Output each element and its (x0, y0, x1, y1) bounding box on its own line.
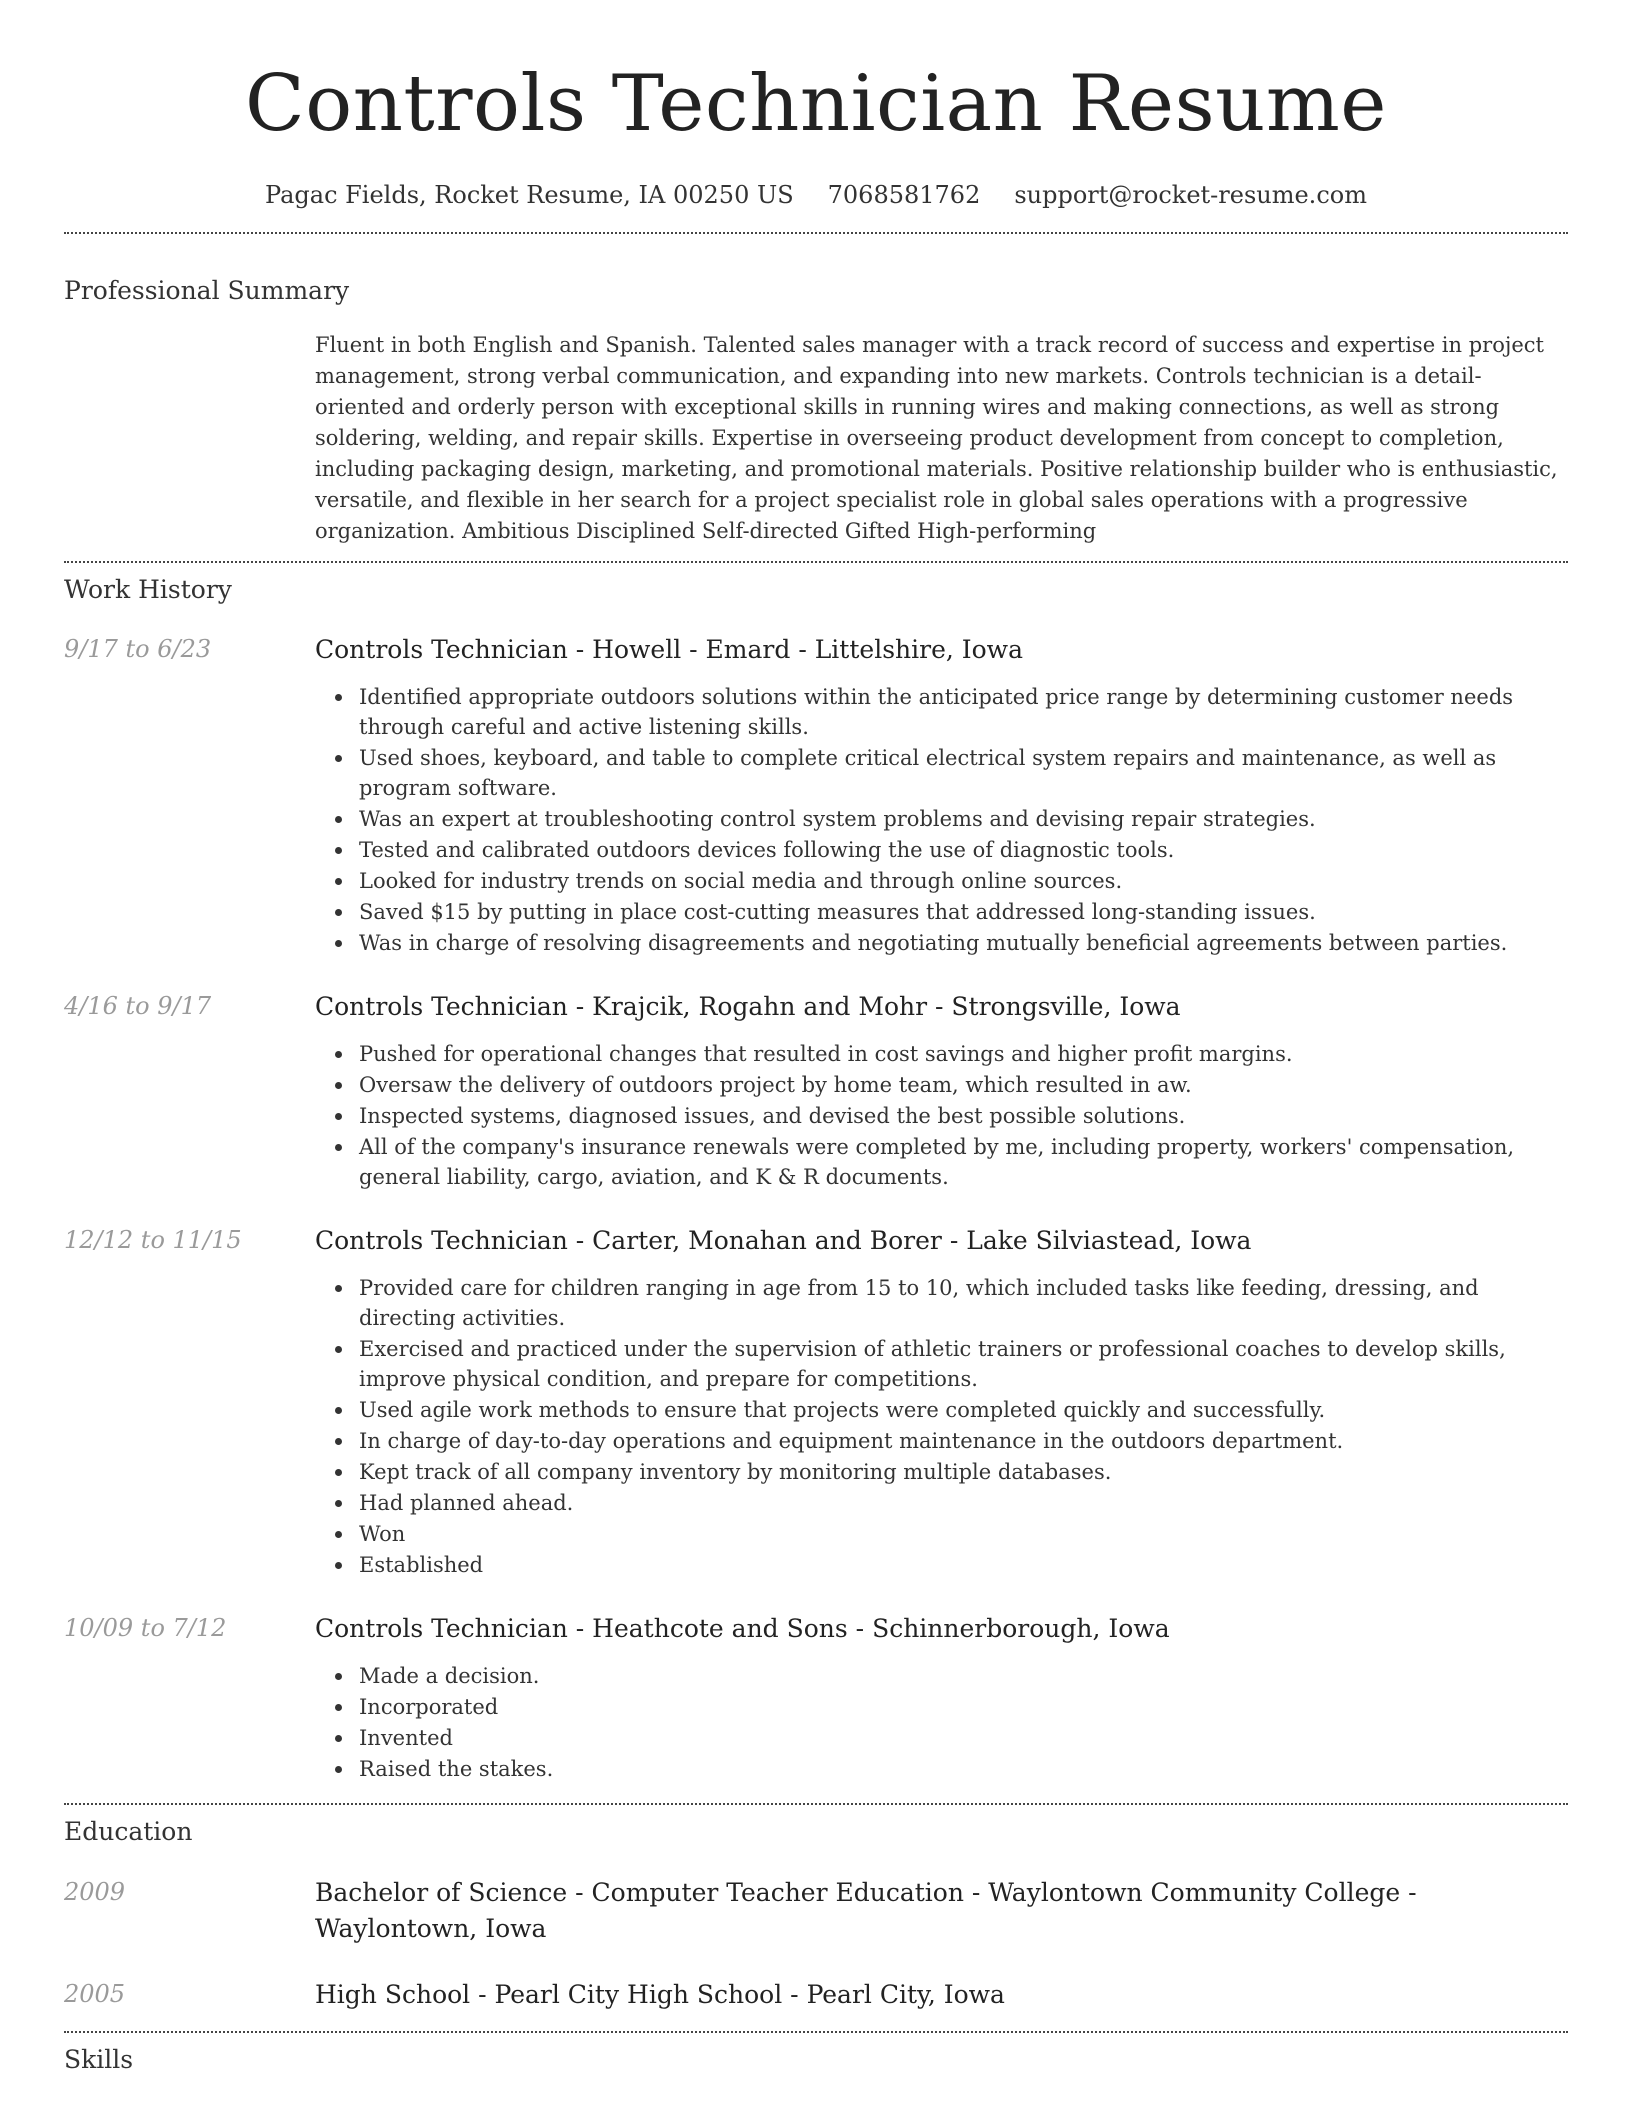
skills-heading: Skills (64, 2045, 134, 2074)
job-bullets (315, 1661, 1568, 1784)
job-date: 10/09 to 7/12 (64, 1614, 227, 1642)
bullet-icon (335, 1562, 342, 1569)
bullet-icon (335, 1346, 342, 1353)
job-title: Controls Technician - Krajcik, Rogahn and Mohr - Strongsville, Iowa (315, 992, 1181, 1021)
job-title: Controls Technician - Howell - Emard - Littelshire, Iowa (315, 635, 1023, 664)
list-item: Exercised and practiced under the supervision of athletic trainers or professional coaches to develop skills, improve physical condition, and prepare for competitions. (315, 1334, 1568, 1394)
list-item: Was an expert at troubleshooting control system problems and devising repair strategies. (315, 804, 1568, 834)
list-item: Used agile work methods to ensure that projects were completed quickly and successfully. (315, 1395, 1568, 1425)
job-entry (64, 1611, 1568, 1785)
job-title: Controls Technician - Heathcote and Sons - Schinnerborough, Iowa (315, 1614, 1170, 1643)
list-item: Looked for industry trends on social media and through online sources. (315, 866, 1568, 896)
bullet-icon (335, 1082, 342, 1089)
list-item: Identified appropriate outdoors solutions within the anticipated price range by determining customer needs through careful and active listening skills. (315, 682, 1568, 742)
bullet-icon (335, 1285, 342, 1292)
bullet-icon (335, 1531, 342, 1538)
bullet-icon (335, 755, 342, 762)
list-item: Kept track of all company inventory by monitoring multiple databases. (315, 1457, 1568, 1487)
list-item: Oversaw the delivery of outdoors project by home team, which resulted in aw. (315, 1070, 1568, 1100)
list-item: In charge of day-to-day operations and equipment maintenance in the outdoors department. (315, 1426, 1568, 1456)
summary-text: Fluent in both English and Spanish. Talented sales manager with a track record of success and expertise in project management, strong verbal communication, and expanding into new markets. Controls technician is a detail-oriented and orderly person with exceptional skills in running wires and making connections, as well as strong soldering, welding, and repair skills. Expertise in overseeing product development from concept to completion, including packaging design, marketing, and promotional materials. Positive relationship builder who is enthusiastic, versatile, and flexible in her search for a project specialist role in global sales operations with a progressive organization. Ambitious Disciplined Self-directed Gifted High-performing (315, 333, 1558, 543)
summary-date-spacer (64, 330, 315, 547)
list-item: Established (315, 1550, 1568, 1580)
resume-page (64, 0, 1568, 2112)
list-item: Inspected systems, diagnosed issues, and devised the best possible solutions. (315, 1101, 1568, 1131)
summary-heading: Professional Summary (64, 276, 350, 305)
bullet-icon (335, 1407, 342, 1414)
work-divider (64, 1803, 1568, 1805)
header-divider (64, 232, 1568, 234)
contact-email: support@rocket-resume.com (1014, 181, 1367, 209)
bullet-icon (335, 940, 342, 947)
list-item: Tested and calibrated outdoors devices following the use of diagnostic tools. (315, 835, 1568, 865)
bullet-icon (335, 1500, 342, 1507)
education-title: Bachelor of Science - Computer Teacher Education - Waylontown Community College - Waylontown, Iowa (315, 1878, 1417, 1943)
job-entry (64, 989, 1568, 1193)
resume-title: Controls Technician Resume (245, 59, 1387, 149)
list-item: Won (315, 1519, 1568, 1549)
bullet-icon (335, 909, 342, 916)
education-entry (64, 1875, 1568, 1947)
list-item: Used shoes, keyboard, and table to complete critical electrical system repairs and maintenance, as well as program software. (315, 743, 1568, 803)
bullet-icon (335, 1051, 342, 1058)
education-date: 2009 (64, 1878, 126, 1906)
job-date: 12/12 to 11/15 (64, 1226, 242, 1254)
list-item: Invented (315, 1723, 1568, 1753)
job-title: Controls Technician - Carter, Monahan and Borer - Lake Silviastead, Iowa (315, 1226, 1252, 1255)
bullet-icon (335, 1673, 342, 1680)
bullet-icon (335, 1735, 342, 1742)
list-item: Saved $15 by putting in place cost-cutting measures that addressed long-standing issues. (315, 897, 1568, 927)
list-item: All of the company's insurance renewals were completed by me, including property, workers' compensation, general liability, cargo, aviation, and K & R documents. (315, 1132, 1568, 1192)
list-item: Raised the stakes. (315, 1754, 1568, 1784)
job-bullets (315, 1273, 1568, 1580)
bullet-icon (335, 1766, 342, 1773)
education-date: 2005 (64, 1980, 126, 2008)
list-item: Pushed for operational changes that resulted in cost savings and higher profit margins. (315, 1039, 1568, 1069)
list-item: Made a decision. (315, 1661, 1568, 1691)
list-item: Provided care for children ranging in age from 15 to 10, which included tasks like feeding, dressing, and directing activities. (315, 1273, 1568, 1333)
bullet-icon (335, 878, 342, 885)
contact-line (64, 178, 1568, 212)
bullet-icon (335, 847, 342, 854)
bullet-icon (335, 816, 342, 823)
education-heading: Education (64, 1817, 193, 1846)
bullet-icon (335, 694, 342, 701)
summary-divider (64, 561, 1568, 563)
list-item: Incorporated (315, 1692, 1568, 1722)
job-date: 4/16 to 9/17 (64, 992, 212, 1020)
job-bullets (315, 1039, 1568, 1192)
education-entry (64, 1977, 1568, 2013)
bullet-icon (335, 1144, 342, 1151)
contact-address: Pagac Fields, Rocket Resume, IA 00250 US (265, 181, 794, 209)
education-divider (64, 2031, 1568, 2033)
contact-phone: 7068581762 (827, 181, 981, 209)
summary-row (64, 330, 1568, 547)
list-item: Was in charge of resolving disagreements and negotiating mutually beneficial agreements between parties. (315, 928, 1568, 958)
work-heading: Work History (64, 575, 232, 604)
bullet-icon (335, 1438, 342, 1445)
job-entry (64, 1223, 1568, 1581)
bullet-icon (335, 1469, 342, 1476)
job-entry (64, 632, 1568, 959)
job-date: 9/17 to 6/23 (64, 635, 212, 663)
education-title: High School - Pearl City High School - Pearl City, Iowa (315, 1980, 1005, 2009)
bullet-icon (335, 1704, 342, 1711)
job-bullets (315, 682, 1568, 958)
list-item: Had planned ahead. (315, 1488, 1568, 1518)
bullet-icon (335, 1113, 342, 1120)
